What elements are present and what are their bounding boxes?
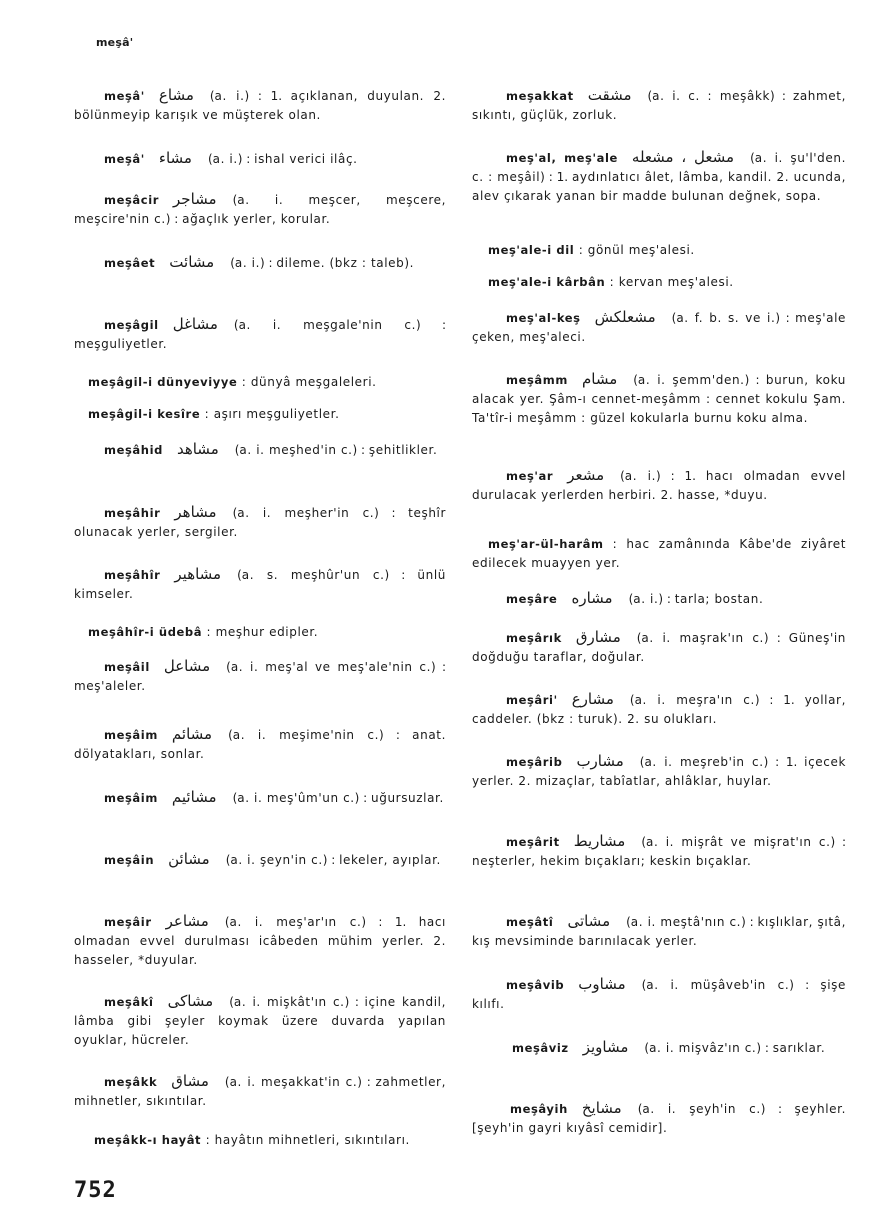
arabic-script: مشاهر bbox=[174, 503, 217, 521]
definition: (a. i. meşgale'nin c.) : meşguliyetler. bbox=[74, 318, 446, 351]
headword: meşâgil bbox=[104, 318, 159, 332]
definition: (a. i.) : tarla; bostan. bbox=[628, 592, 764, 606]
arabic-script: مشائن bbox=[168, 850, 210, 868]
arabic-script: مشاره bbox=[571, 589, 613, 607]
arabic-script: مشارب bbox=[576, 752, 624, 770]
headword: meş'ale-i dil bbox=[488, 243, 575, 257]
definition: (a. i. meşreb'in c.) : 1. içecek yerler. 2. mizaçlar, tabîatlar, ahlâklar, huylar. bbox=[472, 755, 846, 788]
definition: (a. i. meşhed'in c.) : şehitlikler. bbox=[234, 443, 438, 457]
entry bbox=[472, 589, 846, 609]
headword: meşâvib bbox=[506, 978, 565, 992]
arabic-script: مشاهير bbox=[174, 565, 222, 583]
arabic-script: مشاق bbox=[171, 1072, 209, 1090]
headword: meş'al, meş'ale bbox=[506, 151, 618, 165]
arabic-script: مشاويز bbox=[582, 1038, 629, 1056]
entry bbox=[74, 850, 446, 870]
headword: meşâir bbox=[104, 915, 152, 929]
headword: meşâhîr bbox=[104, 568, 161, 582]
headword: meşâhîr-i üdebâ bbox=[88, 625, 203, 639]
definition: (a. i. mişkât'ın c.) : içine kandil, lâmba gibi şeyler koymak üzere duvarda yapılan oyuklar, hücreler. bbox=[74, 995, 446, 1047]
headword: meşârık bbox=[506, 631, 562, 645]
sub-entry bbox=[74, 373, 446, 392]
headword: meşârib bbox=[506, 755, 563, 769]
entry bbox=[74, 1072, 446, 1111]
definition: (a. i. meşakkat'in c.) : zahmetler, mihnetler, sıkıntılar. bbox=[74, 1075, 446, 1108]
arabic-script: مشعلكش bbox=[594, 308, 656, 326]
arabic-script: مشاغل bbox=[172, 315, 218, 333]
entry bbox=[472, 912, 846, 951]
headword: meşâ' bbox=[104, 152, 145, 166]
definition: (a. i. meş'ar'ın c.) : 1. hacı olmadan evvel durulması icâbeden mühim yerler. 2. hasseler, *duyular. bbox=[74, 915, 446, 967]
headword: meşâcir bbox=[104, 193, 160, 207]
entry bbox=[74, 788, 446, 808]
headword: meş'ar bbox=[506, 469, 554, 483]
entry bbox=[472, 1099, 846, 1138]
headword: meşâil bbox=[104, 660, 150, 674]
entry bbox=[74, 565, 446, 604]
definition: (a. i. şeyh'in c.) : şeyhler. [şeyh'in gayri kıyâsî cemidir]. bbox=[472, 1102, 846, 1135]
headword: meşâkk-ı hayât bbox=[94, 1133, 202, 1147]
headword: meşâyih bbox=[510, 1102, 568, 1116]
headword: meşâre bbox=[506, 592, 558, 606]
entry bbox=[472, 466, 846, 505]
headword: meşâim bbox=[104, 728, 158, 742]
headword: meşârit bbox=[506, 835, 560, 849]
headword: meşâgil-i kesîre bbox=[88, 407, 201, 421]
arabic-script: مشارق bbox=[575, 628, 621, 646]
headword: meşâin bbox=[104, 853, 155, 867]
definition: (a. i. mişrât ve mişrat'ın c.) : neşterler, hekim bıçakları; keskin bıçaklar. bbox=[472, 835, 846, 868]
entry bbox=[74, 657, 446, 696]
sub-entry bbox=[472, 241, 846, 260]
arabic-script: مشاوب bbox=[578, 975, 626, 993]
arabic-script: مشائيم bbox=[171, 788, 217, 806]
sub-entry bbox=[74, 1131, 446, 1150]
definition: (a. i. meşcer, meşcere, meşcire'nin c.) : ağaçlık yerler, korular. bbox=[74, 193, 446, 226]
arabic-script: مشاكى bbox=[167, 992, 214, 1010]
arabic-script: مشاجر bbox=[173, 190, 217, 208]
definition: : hayâtın mihnetleri, sıkıntıları. bbox=[205, 1133, 410, 1147]
entry bbox=[472, 148, 846, 206]
arabic-script: مشاتى bbox=[567, 912, 611, 930]
entry bbox=[472, 832, 846, 871]
headword: meşakkat bbox=[506, 89, 574, 103]
sub-entry bbox=[472, 273, 846, 292]
headword: meşâkî bbox=[104, 995, 154, 1009]
headword: meşâmm bbox=[506, 373, 568, 387]
arabic-script: مشعر bbox=[567, 466, 605, 484]
arabic-script: مشعل ، مشعله bbox=[631, 148, 735, 166]
arabic-script: مشاء bbox=[158, 149, 192, 167]
definition: (a. s. meşhûr'un c.) : ünlü kimseler. bbox=[74, 568, 446, 601]
arabic-script: مشاهد bbox=[176, 440, 219, 458]
definition: : aşırı meşguliyetler. bbox=[204, 407, 340, 421]
definition: (a. i. c. : meşâkk) : zahmet, sıkıntı, güçlük, zorluk. bbox=[472, 89, 846, 122]
arabic-script: مشايخ bbox=[581, 1099, 622, 1117]
headword: meş'ar-ül-harâm bbox=[488, 537, 604, 551]
entry bbox=[74, 912, 446, 970]
arabic-script: مشائت bbox=[169, 253, 215, 271]
definition: (a. i. meşime'nin c.) : anat. dölyatakları, sonlar. bbox=[74, 728, 446, 761]
page-number: 752 bbox=[74, 1178, 117, 1203]
headword: meşâri' bbox=[506, 693, 558, 707]
running-header: meşâ' bbox=[96, 36, 134, 49]
headword: meşâtî bbox=[506, 915, 554, 929]
definition: (a. i. şemm'den.) : burun, koku alacak yer. Şâm-ı cennet-meşâmm : cennet kokulu Şam. Ta'tîr-i meşâmm : güzel kokularla burnu koku alma. bbox=[472, 373, 846, 425]
definition: (a. i. meş'al ve meş'ale'nin c.) : meş'aleler. bbox=[74, 660, 446, 693]
entry bbox=[472, 86, 846, 125]
arabic-script: مشاعل bbox=[163, 657, 211, 675]
definition: : gönül meş'alesi. bbox=[578, 243, 695, 257]
entry bbox=[74, 190, 446, 229]
definition: (a. i. mişvâz'ın c.) : sarıklar. bbox=[644, 1041, 826, 1055]
sub-entry bbox=[74, 623, 446, 642]
definition: (a. i. müşâveb'in c.) : şişe kılıfı. bbox=[472, 978, 846, 1011]
entry bbox=[472, 370, 846, 428]
entry bbox=[472, 690, 846, 729]
headword: meşâgil-i dünyeviyye bbox=[88, 375, 238, 389]
arabic-script: مشقت bbox=[587, 86, 632, 104]
definition: (a. i.) : ishal verici ilâç. bbox=[207, 152, 358, 166]
definition: (a. i. meştâ'nın c.) : kışlıklar, şıtâ, kış mevsiminde barınılacak yerler. bbox=[472, 915, 846, 948]
definition: (a. i.) : 1. hacı olmadan evvel durulacak yerlerden herbiri. 2. hasse, *duyu. bbox=[472, 469, 846, 502]
entry bbox=[472, 628, 846, 667]
headword: meşâviz bbox=[512, 1041, 569, 1055]
entry bbox=[74, 86, 446, 125]
definition: : dünyâ meşgaleleri. bbox=[241, 375, 377, 389]
definition: (a. i. meş'ûm'un c.) : uğursuzlar. bbox=[232, 791, 444, 805]
headword: meşâ' bbox=[104, 89, 145, 103]
headword: meş'al-keş bbox=[506, 311, 581, 325]
definition: (a. i. maşrak'ın c.) : Güneş'in doğduğu taraflar, doğular. bbox=[472, 631, 846, 664]
definition: (a. i.) : dileme. (bkz : taleb). bbox=[230, 256, 415, 270]
definition: : kervan meş'alesi. bbox=[609, 275, 734, 289]
arabic-script: مشائم bbox=[171, 725, 213, 743]
entry bbox=[74, 725, 446, 764]
entry bbox=[472, 308, 846, 347]
definition: : hac zamânında Kâbe'de ziyâret edilecek muayyen yer. bbox=[472, 537, 846, 570]
sub-entry bbox=[74, 405, 446, 424]
headword: meşâhid bbox=[104, 443, 163, 457]
headword: meşâkk bbox=[104, 1075, 158, 1089]
definition: (a. i. şeyn'in c.) : lekeler, ayıplar. bbox=[225, 853, 441, 867]
sub-entry bbox=[472, 535, 846, 573]
entry bbox=[74, 503, 446, 542]
definition: (a. i.) : 1. açıklanan, duyulan. 2. bölünmeyip karışık ve müşterek olan. bbox=[74, 89, 446, 122]
definition: (a. i. şu'l'den. c. : meşâil) : 1. aydınlatıcı âlet, lâmba, kandil. 2. ucunda, alev çıkarak yanan bir madde bulunan değnek, sopa. bbox=[472, 151, 846, 203]
entry bbox=[74, 315, 446, 354]
entry bbox=[74, 992, 446, 1050]
definition: : meşhur edipler. bbox=[206, 625, 319, 639]
entry bbox=[472, 975, 846, 1014]
arabic-script: مشاع bbox=[158, 86, 194, 104]
entry bbox=[472, 752, 846, 791]
arabic-script: مشارع bbox=[571, 690, 614, 708]
headword: meş'ale-i kârbân bbox=[488, 275, 606, 289]
entry bbox=[472, 1038, 846, 1058]
arabic-script: مشاريط bbox=[573, 832, 626, 850]
entry bbox=[74, 440, 446, 460]
arabic-script: مشاعر bbox=[165, 912, 209, 930]
definition: (a. i. meşra'ın c.) : 1. yollar, caddeler. (bkz : turuk). 2. su olukları. bbox=[472, 693, 846, 726]
definition: (a. i. meşher'in c.) : teşhîr olunacak yerler, sergiler. bbox=[74, 506, 446, 539]
entry bbox=[74, 149, 446, 169]
headword: meşâim bbox=[104, 791, 158, 805]
headword: meşâhir bbox=[104, 506, 161, 520]
arabic-script: مشام bbox=[581, 370, 618, 388]
headword: meşâet bbox=[104, 256, 156, 270]
definition: (a. f. b. s. ve i.) : meş'ale çeken, meş'aleci. bbox=[472, 311, 846, 344]
entry bbox=[74, 253, 446, 273]
